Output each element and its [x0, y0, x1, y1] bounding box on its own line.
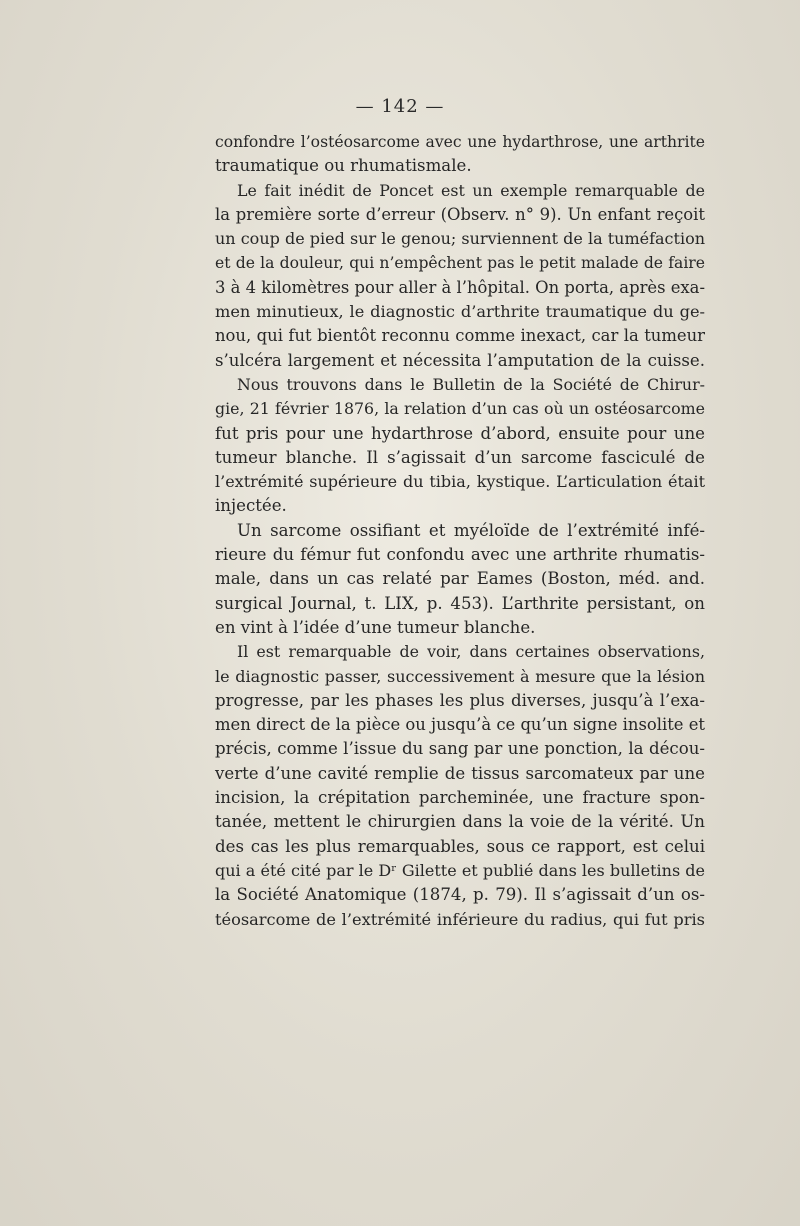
text-line: traumatique ou rhumatismale. [215, 156, 472, 176]
text-line: tanée, mettent le chirurgien dans la voie de la vérité. Un [215, 812, 705, 832]
text-line: incision, la crépitation parcheminée, une fracture spon- [215, 788, 705, 808]
text-line: nou, qui fut bientôt reconnu comme inexact, car la tumeur [215, 326, 705, 346]
text-line: gie, 21 février 1876, la relation d’un cas où un ostéosarcome [215, 399, 705, 419]
text-line: précis, comme l’issue du sang par une ponction, la décou- [215, 739, 705, 759]
text-line: rieure du fémur fut confondu avec une arthrite rhumatis- [215, 545, 705, 565]
text-line: male, dans un cas relaté par Eames (Boston, méd. and. [215, 569, 705, 589]
text-line: progresse, par les phases les plus diverses, jusqu’à l’exa- [215, 690, 705, 710]
text-line: en vint à l’idée d’une tumeur blanche. [215, 617, 536, 637]
body-text [215, 130, 705, 932]
text-line: Le fait inédit de Poncet est un exemple remarquable de [237, 180, 705, 200]
text-line: men minutieux, le diagnostic d’arthrite traumatique du ge- [215, 302, 705, 322]
text-line: la première sorte d’erreur (Observ. n° 9). Un enfant reçoit [215, 204, 705, 224]
text-line: confondre l’ostéosarcome avec une hydarthrose, une arthrite [215, 133, 705, 151]
text-line: un coup de pied sur le genou; surviennent de la tuméfaction [215, 229, 705, 249]
text-line: injectée. [215, 496, 287, 516]
text-line: verte d’une cavité remplie de tissus sarcomateux par une [215, 763, 705, 783]
text-line: téosarcome de l’extrémité inférieure du radius, qui fut pris [215, 909, 705, 929]
text-line: men direct de la pièce ou jusqu’à ce qu’un signe insolite et [215, 715, 705, 735]
text-line: l’extrémité supérieure du tibia, kystique. L’articulation était [215, 472, 705, 492]
text-line: la Société Anatomique (1874, p. 79). Il s’agissait d’un os- [215, 885, 705, 905]
text-line: tumeur blanche. Il s’agissait d’un sarcome fasciculé de [215, 447, 705, 467]
text-line: surgical Journal, t. LIX, p. 453). L’arthrite persistant, on [215, 593, 705, 613]
text-line: Il est remarquable de voir, dans certaines observations, [237, 642, 705, 662]
text-line: et de la douleur, qui n’empêchent pas le petit malade de faire [215, 254, 705, 273]
text-line: qui a été cité par le Dʳ Gilette et publié dans les bulletins de [215, 860, 705, 880]
text-line: Nous trouvons dans le Bulletin de la Société de Chirur- [237, 374, 705, 394]
text-line: Un sarcome ossifiant et myéloïde de l’extrémité infé- [237, 520, 705, 540]
text-line: le diagnostic passer, successivement à mesure que la lésion [215, 666, 705, 686]
text-line: fut pris pour une hydarthrose d’abord, ensuite pour une [215, 423, 705, 443]
page-number: — 142 — [355, 96, 445, 117]
text-line: s’ulcéra largement et nécessita l’amputation de la cuisse. [215, 350, 705, 370]
text-line: 3 à 4 kilomètres pour aller à l’hôpital. On porta, après exa- [215, 277, 705, 297]
text-line: des cas les plus remarquables, sous ce rapport, est celui [215, 836, 705, 856]
